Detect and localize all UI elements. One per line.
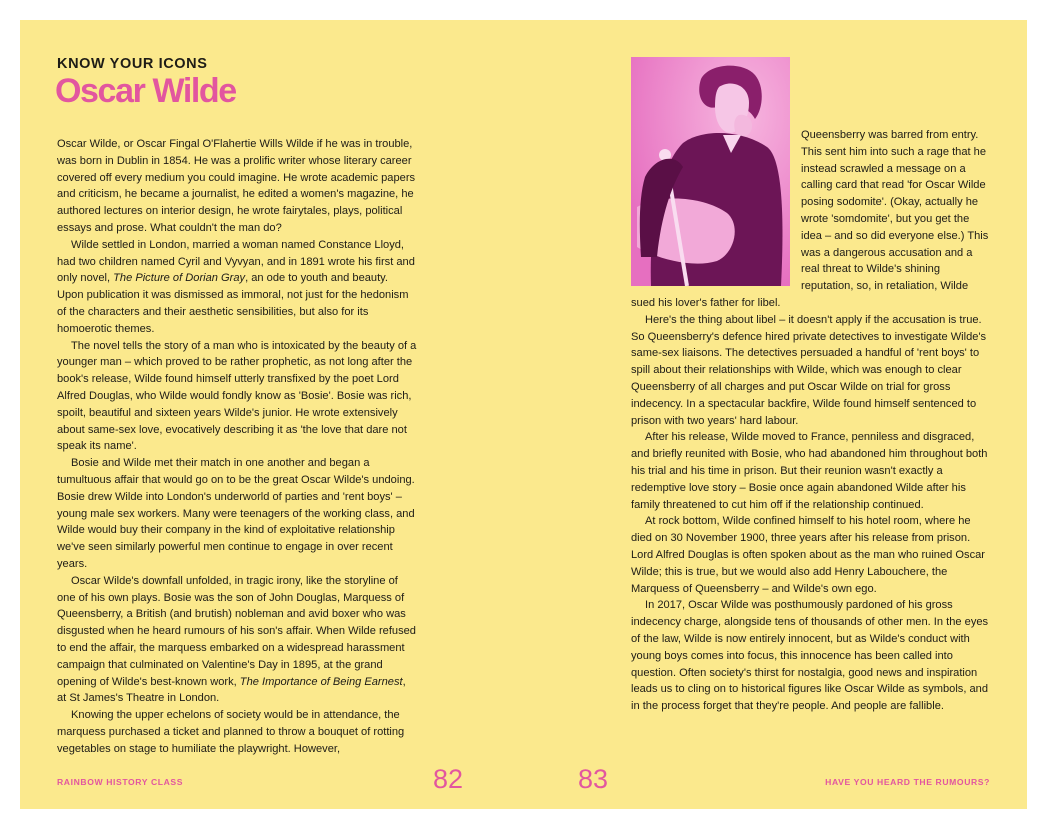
paragraph: Oscar Wilde, or Oscar Fingal O'Flahertie Wills Wilde if he was in trouble, was born in Dublin in 1854. He was a prolific writer whose literary career covered off every medium you could imagine. He wrote academic papers and criticism, he became a journalist, he edited a women's magazine, he authored lectures on interior design, he wrote fairytales, plays, political essays and prose. What couldn't the man do? <box>57 138 416 234</box>
page-number-right: 83 <box>578 764 609 794</box>
book-spread <box>20 20 1027 809</box>
book-title: The Picture of Dorian Gray <box>113 272 246 285</box>
footer-chapter-title: HAVE YOU HEARD THE RUMOURS? <box>825 777 990 787</box>
section-kicker: KNOW YOUR ICONS <box>57 56 208 72</box>
paragraph: Bosie and Wilde met their match in one another and began a tumultuous affair that would go on to be the great Oscar Wilde's undoing. Bosie drew Wilde into London's underworld of parties and 'rent boys' – young male sex workers. Many were teenagers of the working class, and Wilde would buy their company in the kind of exploitative relationship we've seen similarly powerful men continue to engage in over recent years. <box>57 457 415 570</box>
page-title: Oscar Wilde <box>55 72 236 110</box>
right-page-text <box>631 127 991 715</box>
play-title: The Importance of Being Earnest <box>239 675 403 688</box>
footer-book-title: RAINBOW HISTORY CLASS <box>57 777 184 787</box>
page-number-left: 82 <box>433 764 464 794</box>
paragraph: Here's the thing about libel – it doesn't apply if the accusation is true. So Queensberry's defence hired private detectives to investigate Wilde's same-sex liaisons. The detectives persuaded a handful of 'rent boys' to spill about their relationships with Wilde, which was enough to clear Queensberry of all charges and put Oscar Wilde on trial for gross indecency. In a spectacular backfire, Wilde found himself sentenced to prison with two years' hard labour. <box>631 313 987 427</box>
left-page-text <box>57 136 417 757</box>
paragraph: In 2017, Oscar Wilde was posthumously pardoned of his gross indecency charge, alongside tens of thousands of other men. In the eyes of the law, Wilde is now entirely innocent, but as Wilde's conduct with young boys comes into focus, this innocence has been called into question. Often society's thirst for nostalgia, good news and inspiration leads us to cling on to historical figures like Oscar Wilde as symbols, and in the process forget that they're people. And people are fallible. <box>631 599 989 713</box>
paragraph: After his release, Wilde moved to France, penniless and disgraced, and briefly reunited with Bosie, who had abandoned him throughout both his trial and his time in prison. But their reunion wasn't exactly a redemptive love story – Bosie once again abandoned Wilde after his family threatened to cut him off if the relationship continued. <box>631 431 988 511</box>
paragraph: Oscar Wilde's downfall unfolded, in tragic irony, like the storyline of one of his own plays. Bosie was the son of John Douglas, Marquess of Queensberry, a British (and brutish) nobleman and avid boxer who was disgusted when he heard rumours of his son's affair. When Wilde refused to end the affair, the marquess embarked on a widespread harassment campaign that culminated on Valentine's Day in 1895, at the grand opening of Wilde's best-known work, The Importance of Being Earnest, at St James's Theatre in London. <box>57 574 416 705</box>
paragraph: Wilde settled in London, married a woman named Constance Lloyd, had two children named Cyril and Vyvyan, and in 1891 wrote his first and only novel, The Picture of Dorian Gray, an ode to youth and beauty. Upon publication it was dismissed as immoral, not just for the hedonism of the characters and their aesthetic sensibilities, but also for its homoerotic themes. <box>57 238 415 335</box>
paragraph: The novel tells the story of a man who is intoxicated by the beauty of a younger man – which proved to be rather prophetic, as not long after the book's release, Wilde found himself utterly transfixed by the poet Lord Alfred Douglas, who Wilde would fondly know as 'Bosie'. Bosie was rich, spoilt, beautiful and sixteen years Wilde's junior. He wrote extensively about same-sex love, evocatively describing it as 'the love that dare not speak its name'. <box>57 339 417 453</box>
oscar-wilde-portrait <box>631 57 790 286</box>
paragraph: Knowing the upper echelons of society would be in attendance, the marquess purchased a ticket and planned to throw a bouquet of rotting vegetables on stage to humiliate the playwright. However, <box>57 709 405 755</box>
paragraph: At rock bottom, Wilde confined himself to his hotel room, where he died on 30 November 1900, three years after his release from prison. Lord Alfred Douglas is often spoken about as the man who ruined Oscar Wilde; this is true, but we would also add Henry Labouchere, the Marquess of Queensberry – and Wilde's own ego. <box>631 515 985 595</box>
paragraph: Queensberry was barred from entry. This sent him into such a rage that he instead scrawled a message on a calling card that read 'for Oscar Wilde posing sodomite'. (Okay, actually he wrote 'somdomite', but you get the idea – and so did everyone else.) This was a dangerous accusation and a real threat to Wilde's shining reputation, so, in retaliation, Wilde sued his lover's father for libel. <box>631 129 989 309</box>
